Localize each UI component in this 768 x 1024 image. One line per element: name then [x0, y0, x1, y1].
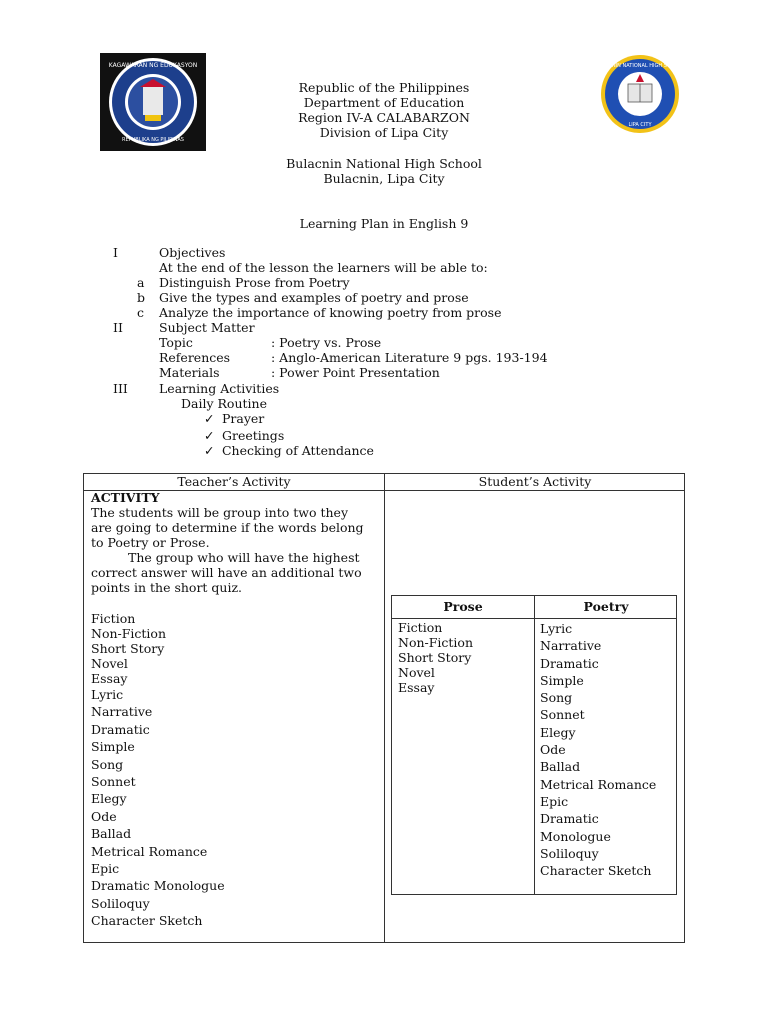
school-name: Bulacnin National High School: [286, 156, 482, 171]
checklist-item: [204, 443, 374, 458]
word-item: Essay: [91, 671, 128, 686]
school-address: Bulacnin, Lipa City: [323, 171, 445, 186]
poetry-item: Ode: [540, 742, 566, 758]
poetry-item: Lyric: [540, 621, 573, 636]
activity-title: ACTIVITY: [91, 490, 160, 505]
section-iii-title: Learning Activities: [159, 381, 280, 396]
word-item: Elegy: [91, 791, 127, 807]
logo-left-top-text: KAGAWARAN NG EDUKASYON: [108, 62, 198, 69]
header-divider: [84, 490, 684, 491]
poetry-item: Metrical Romance: [540, 776, 657, 792]
subject-label: References: [159, 350, 231, 365]
teacher-activity-header: Teacher’s Activity: [177, 474, 291, 489]
checklist-text: Prayer: [221, 411, 265, 426]
subject-label: Topic: [159, 335, 193, 350]
word-item: Epic: [91, 861, 120, 877]
section-i-title: Objectives: [159, 245, 226, 260]
poetry-item: Character Sketch: [540, 863, 652, 879]
prose-item: Short Story: [398, 650, 472, 665]
check-icon: ✓: [204, 428, 215, 443]
word-item: Metrical Romance: [91, 843, 208, 859]
prose-item: Fiction: [398, 620, 443, 635]
word-item: Ode: [91, 808, 117, 824]
poetry-item: Epic: [540, 793, 569, 809]
checklist-item: [204, 411, 264, 426]
logo-right-top-text: BULACNIN NATIONAL HIGH SCHOOL: [595, 63, 685, 69]
word-item: Character Sketch: [91, 913, 203, 929]
activity-paragraph-1: The students will be group into two they are going to determine if the words belong to Poetry or Prose.: [91, 505, 364, 550]
section-ii-numeral: II: [113, 320, 123, 335]
section-iii-numeral: III: [113, 381, 128, 396]
inner-column-divider: [534, 596, 535, 894]
poetry-item: Monologue: [540, 828, 611, 844]
header-line-1: Republic of the Philippines: [298, 80, 470, 95]
subject-value: : Poetry vs. Prose: [271, 335, 382, 350]
poetry-item: Elegy: [540, 724, 576, 740]
objective-letter: a: [137, 275, 145, 290]
word-item: Dramatic: [91, 721, 150, 737]
word-item: Soliloquy: [91, 895, 150, 911]
column-divider: [384, 474, 385, 942]
word-item: Song: [91, 756, 124, 772]
poetry-item: Narrative: [540, 638, 602, 654]
prose-poetry-table: [391, 595, 677, 895]
word-item: Fiction: [91, 611, 136, 626]
word-item: Short Story: [91, 641, 165, 656]
check-icon: ✓: [204, 443, 215, 458]
plan-title: Learning Plan in English 9: [299, 216, 469, 231]
logo-right-bottom-text: LIPA CITY: [628, 122, 652, 128]
daily-routine-label: Daily Routine: [181, 396, 267, 411]
poetry-item: Dramatic: [540, 811, 599, 827]
header-line-4: Division of Lipa City: [319, 125, 449, 140]
poetry-header: Poetry: [583, 599, 629, 614]
logo-left-bottom-text: REPUBLIKA NG PILIPINAS: [122, 137, 184, 143]
prose-item: Non-Fiction: [398, 635, 474, 650]
poetry-item: Sonnet: [540, 707, 585, 723]
section-i-intro: At the end of the lesson the learners will be able to:: [159, 260, 488, 275]
poetry-item: Soliloquy: [540, 845, 599, 861]
activity-table: [83, 473, 685, 943]
section-i-numeral: I: [113, 245, 118, 260]
check-icon: ✓: [204, 411, 215, 426]
word-item: Novel: [91, 656, 128, 671]
word-item: Lyric: [91, 687, 124, 702]
checklist-item: [204, 428, 284, 443]
prose-header: Prose: [443, 599, 483, 614]
word-list-prose: [91, 611, 166, 686]
student-activity-header: Student’s Activity: [478, 474, 592, 489]
subject-label: Materials: [159, 365, 220, 380]
poetry-item: Dramatic: [540, 655, 599, 671]
header-line-3: Region IV-A CALABARZON: [298, 110, 470, 125]
word-item: Non-Fiction: [91, 626, 167, 641]
word-item: Ballad: [91, 826, 132, 842]
prose-item: Novel: [398, 665, 435, 680]
prose-item: Essay: [398, 680, 435, 695]
word-item: Dramatic Monologue: [91, 878, 225, 894]
section-ii-title: Subject Matter: [159, 320, 255, 335]
poetry-list: [540, 620, 656, 879]
checklist-text: Checking of Attendance: [221, 443, 374, 458]
inner-header-divider: [392, 618, 676, 619]
word-item: Simple: [91, 739, 135, 755]
poetry-item: Song: [540, 690, 573, 706]
objective-text: Distinguish Prose from Poetry: [159, 275, 350, 290]
header-line-2: Department of Education: [303, 95, 465, 110]
poetry-item: Simple: [540, 672, 584, 688]
objective-letter: c: [137, 305, 145, 320]
word-item: Sonnet: [91, 774, 136, 790]
word-item: Narrative: [91, 704, 153, 720]
poetry-item: Ballad: [540, 759, 581, 775]
prose-list: [398, 620, 473, 695]
objective-letter: b: [137, 290, 146, 305]
objective-text: Give the types and examples of poetry and prose: [159, 290, 469, 305]
subject-value: : Power Point Presentation: [271, 365, 440, 380]
word-list-poetry: [91, 686, 225, 930]
subject-value: : Anglo-American Literature 9 pgs. 193-194: [271, 350, 548, 365]
objective-text: Analyze the importance of knowing poetry from prose: [159, 305, 502, 320]
activity-paragraph-2: The group who will have the highest correct answer will have an additional two points in the short quiz.: [91, 550, 362, 595]
checklist-text: Greetings: [221, 428, 285, 443]
